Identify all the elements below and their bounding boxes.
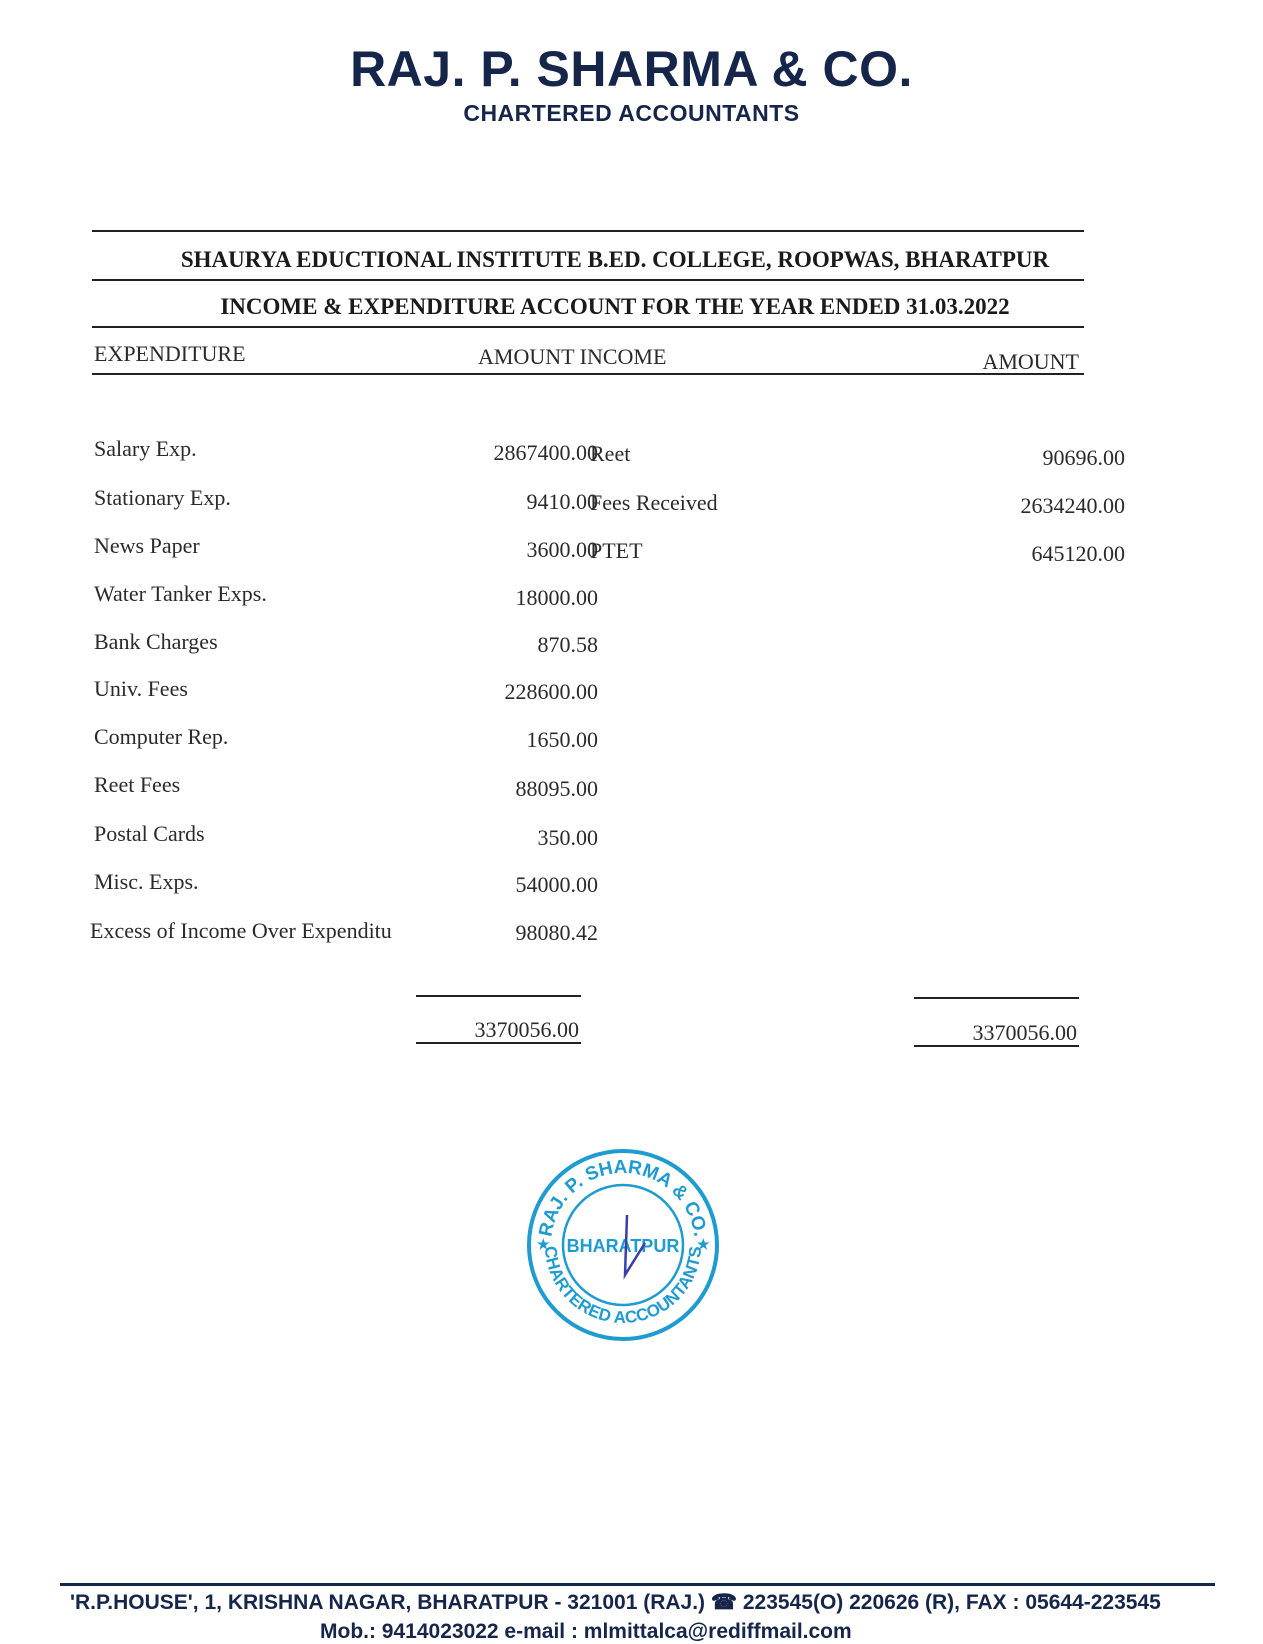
expenditure-amount: 98080.42 (515, 920, 598, 945)
footer-rule (60, 1583, 1215, 1586)
header-amount-income: AMOUNT INCOME (478, 344, 667, 369)
income-label: PTET (590, 538, 643, 563)
expenditure-amount: 1650.00 (526, 727, 598, 752)
income-label: Fees Received (590, 490, 718, 515)
expenditure-amount: 350.00 (537, 825, 598, 850)
header-amount: AMOUNT (982, 349, 1079, 374)
expenditure-total-bottom-rule (416, 1042, 581, 1044)
expenditure-total-top-rule (416, 995, 581, 997)
expenditure-amount: 18000.00 (515, 585, 598, 610)
income-amount: 90696.00 (1042, 445, 1125, 470)
expenditure-label: Excess of Income Over Expenditu (90, 918, 392, 943)
title-rule (92, 326, 1084, 328)
footer-address: 'R.P.HOUSE', 1, KRISHNA NAGAR, BHARATPUR - 321001 (RAJ.) ☎ 223545(O) 220626 (R), FAX : 05644-223545 (70, 1591, 1161, 1614)
entity-rule (92, 279, 1084, 281)
expenditure-amount: 2867400.00 (493, 440, 598, 465)
firm-seal-stamp (523, 1145, 723, 1345)
expenditure-amount: 88095.00 (515, 776, 598, 801)
expenditure-amount: 3600.00 (526, 537, 598, 562)
income-label: Reet (590, 441, 631, 466)
svg-text:RAJ. P. SHARMA & CO. (535, 1157, 710, 1238)
top-rule (92, 230, 1084, 232)
expenditure-label: Salary Exp. (94, 436, 197, 461)
expenditure-label: News Paper (94, 533, 200, 558)
svg-text:★: ★ (537, 1236, 550, 1252)
expenditure-label: Misc. Exps. (94, 869, 199, 894)
seal-ring-bottom: CHARTERED ACCOUNTANTS (540, 1245, 706, 1328)
firm-subtitle: CHARTERED ACCOUNTANTS (463, 100, 800, 126)
header-expenditure: EXPENDITURE (94, 341, 246, 366)
income-amount: 645120.00 (1031, 541, 1125, 566)
income-total-bottom-rule (914, 1045, 1079, 1047)
svg-text:★: ★ (697, 1236, 710, 1252)
expenditure-label: Reet Fees (94, 772, 181, 797)
expenditure-label: Water Tanker Exps. (94, 581, 267, 606)
footer-contact: Mob.: 9414023022 e-mail : mlmittalca@rediffmail.com (320, 1620, 852, 1643)
income-total-top-rule (914, 997, 1079, 999)
expenditure-amount: 9410.00 (526, 489, 598, 514)
firm-name: RAJ. P. SHARMA & CO. (350, 41, 913, 97)
expenditure-label: Computer Rep. (94, 724, 229, 749)
expenditure-total: 3370056.00 (474, 1017, 579, 1042)
seal-center-text: BHARATPUR (566, 1236, 680, 1256)
expenditure-amount: 54000.00 (515, 872, 598, 897)
income-total: 3370056.00 (972, 1020, 1077, 1045)
expenditure-amount: 228600.00 (504, 679, 598, 704)
expenditure-label: Univ. Fees (94, 676, 188, 701)
expenditure-label: Bank Charges (94, 629, 218, 654)
entity-name: SHAURYA EDUCTIONAL INSTITUTE B.ED. COLLEGE, ROOPWAS, BHARATPUR (180, 247, 1050, 272)
expenditure-amount: 870.58 (537, 632, 598, 657)
expenditure-label: Stationary Exp. (94, 485, 231, 510)
seal-ring-top: RAJ. P. SHARMA & CO. (535, 1156, 711, 1239)
statement-title: INCOME & EXPENDITURE ACCOUNT FOR THE YEAR ENDED 31.03.2022 (220, 294, 1010, 319)
expenditure-label: Postal Cards (94, 821, 205, 846)
income-amount: 2634240.00 (1020, 493, 1125, 518)
header-rule (92, 373, 1084, 375)
